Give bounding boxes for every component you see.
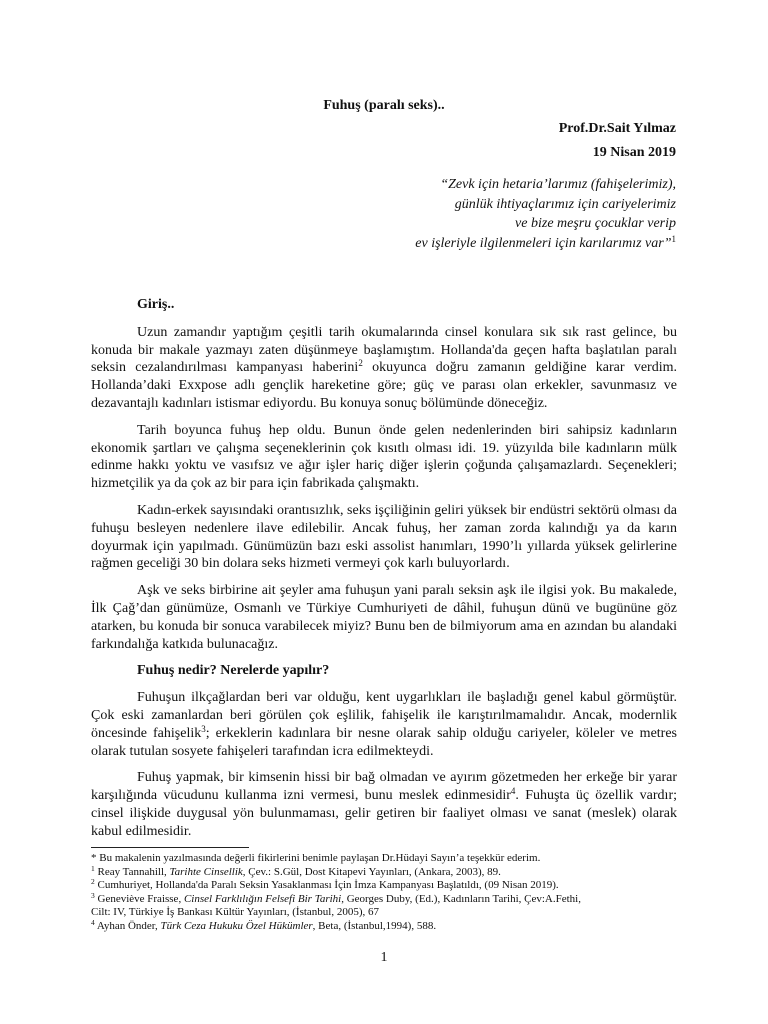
cited-title: Cinsel Farklılığın Felsefi Bir Tarihi <box>183 892 342 905</box>
paragraph: Aşk ve seks birbirine ait şeyler ama fuhuşun yani paralı seksin aşk ile ilgisi yok. Bu makalede, İlk Çağ’dan günümüze, Osmanlı ve Türkiye Cumhuriyeti de dâhil, fuhuşun dünü ve bugününe göz atarken, bu konuda bir sonuca varabilecek miyiz? Bunu ben de bilmiyorum ama en azından bu alandaki farkındalığa katkıda bulunacağız. <box>91 583 677 652</box>
paragraph <box>91 769 677 840</box>
epigraph-line-text: ev işleriyle ilgilenmeleri için karılarımız var” <box>415 235 672 251</box>
footnote-3 <box>91 890 681 907</box>
epigraph-line <box>216 234 676 254</box>
footnote-text: Ayhan Önder, <box>94 919 161 932</box>
article-body <box>91 296 677 850</box>
footnote-4 <box>91 917 681 934</box>
paragraph-text: ; erkeklerin kadınlara bir nesne olarak sahip olduğu cariyeler, köleler ve metres olarak tutulan sosyete fahişeleri tarafından icra edilmekteydi. <box>91 725 678 759</box>
footnote-3-continued: Cilt: IV, Türkiye İş Bankası Kültür Yayınları, (İstanbul, 2005), 67 <box>91 906 380 919</box>
author-name: Prof.Dr.Sait Yılmaz <box>558 121 676 136</box>
section-heading-intro: Giriş.. <box>137 297 175 312</box>
page-number: 1 <box>380 950 388 965</box>
epigraph-line: ve bize meşru çocuklar verip <box>515 216 676 231</box>
footnote-ref[interactable]: 3 <box>201 723 206 734</box>
footnote-number: 3 <box>91 890 95 900</box>
paragraph-text: okuyunca doğru zamanın geldiğine karar verdim. Hollanda’daki Exxpose adlı gençlik hareketine göre; güç ve parası olan erkekler, savunmasız ve dezavantajlı kadınları istismar ediyordu. Bu konuya sonuç bölümünde döneceğiz. <box>91 360 677 411</box>
paragraph-text: Fuhuşun ilkçağlardan beri var olduğu, kent uygarlıkları ile başladığı genel kabul görmüştür. Çok eski zamanlardan beri görülen çok eşlilik, fahişelik ile karıştırılmamalıdır. Ancak, modernlik öncesinde fahişelik <box>91 690 677 741</box>
footnote-ref[interactable]: 2 <box>358 358 363 369</box>
footnote-acknowledgement: * Bu makalenin yazılmasında değerli fikirlerini benimle paylaşan Dr.Hüdayi Sayın’a teşekkür ederim. <box>91 852 541 864</box>
footnote-1 <box>91 863 681 880</box>
footnote-ref[interactable]: 4 <box>510 786 516 797</box>
section-heading-definition: Fuhuş nedir? Nerelerde yapılır? <box>137 663 330 679</box>
paragraph <box>91 324 677 413</box>
cited-title: Türk Ceza Hukuku Özel Hükümler <box>160 919 313 932</box>
paragraph <box>91 689 677 760</box>
paragraph-text: Uzun zamandır yaptığım çeşitli tarih okumalarında cinsel konulara sık sık rast gelince, bu konuda bir makale yazmayı zaten düşünmeye başlamıştım. Hollanda'da geçen hafta başlatılan paralı seksin cezalandırılması kampanyası haberini <box>91 324 677 376</box>
footnote-number: 4 <box>91 917 95 927</box>
footnote-number: 2 <box>91 877 95 887</box>
cited-title: Tarihte Cinsellik <box>169 865 243 878</box>
epigraph-line: günlük ihtiyaçlarımız için cariyelerimiz <box>454 196 676 212</box>
paragraph: Tarih boyunca fuhuş hep oldu. Bunun önde gelen nedenlerinden biri sahipsiz kadınların ekonomik şartları ve çalışma seçeneklerinin çok kısıtlı olması idi. 19. yüzyılda bile kadınların mülk edinme hakkı yoktu ve vasıfsız ve ağır işler hariç diğer işlerin çoğunda çalışamazlardı. Seçenekleri; hizmetçilik ya da çok az bir para için fabrikada çalışmaktı. <box>91 422 677 492</box>
footnote-text: , Georges Duby, (Ed.), Kadınların Tarihi, Çev:A.Fethi, <box>341 892 581 905</box>
footnote-text: Cumhuriyet, Hollanda'da Paralı Seksin Yasaklanması İçin İmza Kampanyası Başlatıldı, (09 Nisan 2019). <box>94 879 559 892</box>
footnote-2 <box>91 879 681 893</box>
epigraph-line: “Zevk için hetaria’larımız (fahişelerimiz), <box>440 177 676 192</box>
footnote-text: Geneviève Fraisse, <box>94 892 184 905</box>
footnote-text: Reay Tannahill, <box>94 865 170 878</box>
paragraph: Kadın-erkek sayısındaki orantısızlık, seks işçiliğinin geliri yüksek bir endüstri sektörü olması da fuhuşu besleyen nedenlere ilave edilebilir. Ancak fuhuş, her zaman zorda kalındığı ya da karın doyurmak için yapılmadı. Günümüzün bazı eski assolist hanımları, 1990’lı yıllarda yüksek gelirlerine rağmen geceliği 30 bin dolara seks hizmeti vermeyi çok karlı buluyorlardı. <box>91 502 677 572</box>
footnote-divider <box>91 847 249 848</box>
footnote-text: , Çev.: S.Gül, Dost Kitapevi Yayınları, (Ankara, 2003), 89. <box>242 865 501 878</box>
paragraph-text: Fuhuş yapmak, bir kimsenin hissi bir bağ olmadan ve ayırım gözetmeden her erkeğe bir yarar karşılığında vücudunu kullanma izni vermesi, bunu meslek edinmesidir <box>91 770 677 804</box>
publication-date: 19 Nisan 2019 <box>592 145 676 160</box>
paragraph-text: . Fuhuşta üç özellik vardır; cinsel ilişkide duygusal yön bulunmaması, gelir getiren bir faaliyet olması ve sanat (meslek) olarak kabul edilmesidir. <box>91 788 677 839</box>
footnote-text: , Beta, (İstanbul,1994), 588. <box>312 919 437 932</box>
footnote-number: 1 <box>91 863 95 873</box>
footnote-ref[interactable]: 1 <box>671 233 676 244</box>
epigraph-quote <box>216 175 676 253</box>
document-title: Fuhuş (paralı seks).. <box>323 98 445 113</box>
footnotes <box>91 852 681 934</box>
